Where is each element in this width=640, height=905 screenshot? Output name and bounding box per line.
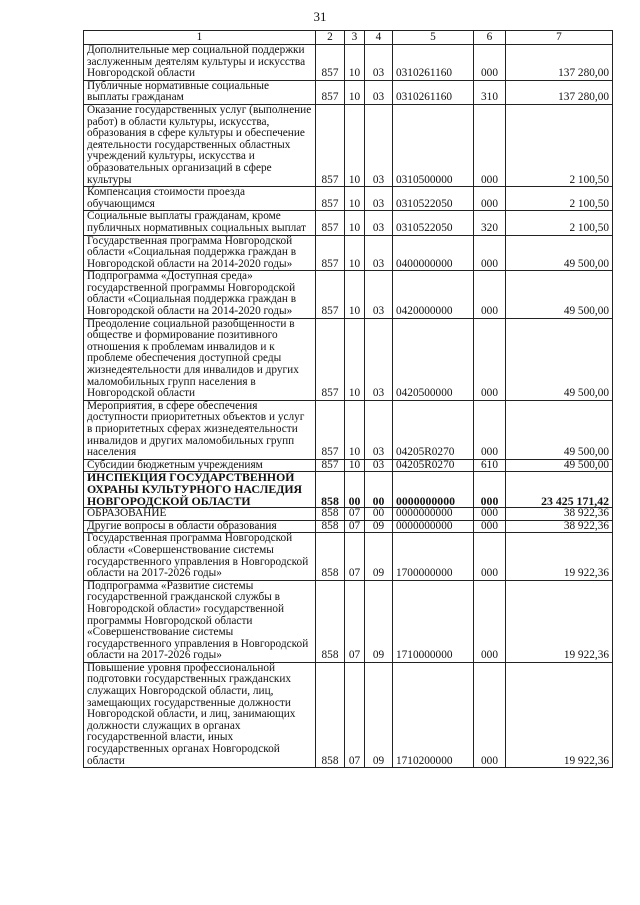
row-target-article-cell: 04205R0270 (393, 459, 474, 472)
column-header: 6 (474, 31, 506, 45)
row-expense-type-cell: 000 (474, 318, 506, 400)
row-name-cell: Субсидии бюджетным учреждениям (84, 459, 316, 472)
row-target-article-cell: 0000000000 (393, 520, 474, 533)
row-section-cell: 07 (345, 508, 365, 521)
row-target-article-cell: 0310500000 (393, 104, 474, 186)
table-row (84, 400, 613, 459)
row-name-cell: Социальные выплаты гражданам, кроме публичных нормативных социальных выплат (84, 211, 316, 235)
row-amount-cell: 19 922,36 (506, 533, 613, 580)
row-amount-cell: 2 100,50 (506, 211, 613, 235)
row-name-cell: Государственная программа Новгородской области «Совершенствование системы государственного управления в Новгородской области на 2017-2026 годы» (84, 533, 316, 580)
row-target-article-cell: 1700000000 (393, 533, 474, 580)
row-expense-type-cell: 000 (474, 533, 506, 580)
row-target-article-cell: 0420500000 (393, 318, 474, 400)
row-target-article-cell: 0310261160 (393, 80, 474, 104)
row-amount-cell: 19 922,36 (506, 580, 613, 662)
row-amount-cell: 49 500,00 (506, 271, 613, 318)
row-code-cell: 858 (316, 520, 345, 533)
row-target-article-cell: 04205R0270 (393, 400, 474, 459)
row-name-cell: Дополнительные мер социальной поддержки заслуженным деятелям культуры и искусства Новгородской области (84, 45, 316, 81)
row-target-article-cell: 0420000000 (393, 271, 474, 318)
row-target-article-cell: 0000000000 (393, 508, 474, 521)
row-code-cell: 857 (316, 400, 345, 459)
row-section-cell: 00 (345, 472, 365, 508)
row-name-cell: Государственная программа Новгородской области «Социальная поддержка граждан в Новгородской области на 2014-2020 годы» (84, 235, 316, 271)
row-amount-cell: 137 280,00 (506, 45, 613, 81)
table-row (84, 533, 613, 580)
row-name-cell: Подпрограмма «Развитие системы государственной гражданской службы в Новгородской области» государственной программы Новгородской области «Совершенствование системы государственного управления в Новгородской области на 2017-2026 годы» (84, 580, 316, 662)
row-expense-type-cell: 000 (474, 271, 506, 318)
row-code-cell: 857 (316, 104, 345, 186)
table-row (84, 580, 613, 662)
row-target-article-cell: 0000000000 (393, 472, 474, 508)
row-subsection-cell: 03 (365, 271, 393, 318)
row-target-article-cell: 0310261160 (393, 45, 474, 81)
row-amount-cell: 49 500,00 (506, 235, 613, 271)
row-section-cell: 07 (345, 533, 365, 580)
table-row (84, 520, 613, 533)
row-subsection-cell: 09 (365, 520, 393, 533)
row-name-cell: ОБРАЗОВАНИЕ (84, 508, 316, 521)
row-target-article-cell: 0400000000 (393, 235, 474, 271)
column-header: 1 (84, 31, 316, 45)
row-expense-type-cell: 000 (474, 520, 506, 533)
row-subsection-cell: 03 (365, 211, 393, 235)
row-section-cell: 10 (345, 187, 365, 211)
row-section-cell: 10 (345, 271, 365, 318)
row-amount-cell: 2 100,50 (506, 104, 613, 186)
budget-table (83, 30, 613, 768)
row-subsection-cell: 03 (365, 459, 393, 472)
row-code-cell: 858 (316, 508, 345, 521)
row-expense-type-cell: 000 (474, 104, 506, 186)
row-target-article-cell: 0310522050 (393, 187, 474, 211)
row-target-article-cell: 1710200000 (393, 662, 474, 767)
row-section-cell: 10 (345, 80, 365, 104)
row-subsection-cell: 03 (365, 318, 393, 400)
table-row (84, 235, 613, 271)
column-header: 3 (345, 31, 365, 45)
row-subsection-cell: 09 (365, 533, 393, 580)
row-amount-cell: 19 922,36 (506, 662, 613, 767)
row-amount-cell: 38 922,36 (506, 520, 613, 533)
row-amount-cell: 49 500,00 (506, 459, 613, 472)
row-code-cell: 858 (316, 580, 345, 662)
row-code-cell: 858 (316, 533, 345, 580)
row-name-cell: ИНСПЕКЦИЯ ГОСУДАРСТВЕННОЙ ОХРАНЫ КУЛЬТУРНОГО НАСЛЕДИЯ НОВГОРОДСКОЙ ОБЛАСТИ (84, 472, 316, 508)
row-subsection-cell: 03 (365, 45, 393, 81)
row-name-cell: Оказание государственных услуг (выполнение работ) в области культуры, искусства, образования в сфере культуры и обеспечение деятельности государственных областных учреждений культуры, искусства и образовательных организаций в сфере культуры (84, 104, 316, 186)
row-amount-cell: 49 500,00 (506, 318, 613, 400)
row-subsection-cell: 03 (365, 187, 393, 211)
row-section-cell: 10 (345, 318, 365, 400)
row-amount-cell: 38 922,36 (506, 508, 613, 521)
row-expense-type-cell: 000 (474, 662, 506, 767)
row-name-cell: Преодоление социальной разобщенности в обществе и формирование позитивного отношения к проблемам инвалидов и к проблеме обеспечения доступной среды жизнедеятельности для инвалидов и других маломобильных групп населения в Новгородской области (84, 318, 316, 400)
column-header: 7 (506, 31, 613, 45)
row-code-cell: 857 (316, 45, 345, 81)
row-code-cell: 857 (316, 271, 345, 318)
table-row (84, 318, 613, 400)
row-target-article-cell: 1710000000 (393, 580, 474, 662)
row-expense-type-cell: 610 (474, 459, 506, 472)
row-expense-type-cell: 310 (474, 80, 506, 104)
table-row (84, 211, 613, 235)
row-expense-type-cell: 000 (474, 400, 506, 459)
row-name-cell: Другие вопросы в области образования (84, 520, 316, 533)
column-header: 4 (365, 31, 393, 45)
row-code-cell: 857 (316, 235, 345, 271)
row-subsection-cell: 03 (365, 235, 393, 271)
row-expense-type-cell: 000 (474, 472, 506, 508)
row-target-article-cell: 0310522050 (393, 211, 474, 235)
row-name-cell: Повышение уровня профессиональной подготовки государственных гражданских служащих Новгородской области, лиц, замещающих государственные должности Новгородской области, и лиц, занимающих должности служащих в органах государственной власти, иных государственных органах Новгородской области (84, 662, 316, 767)
row-section-cell: 10 (345, 45, 365, 81)
table-row (84, 508, 613, 521)
table-row (84, 187, 613, 211)
table-row (84, 662, 613, 767)
row-amount-cell: 23 425 171,42 (506, 472, 613, 508)
page-number: 31 (313, 9, 327, 24)
row-section-cell: 10 (345, 211, 365, 235)
row-expense-type-cell: 320 (474, 211, 506, 235)
row-name-cell: Подпрограмма «Доступная среда» государственной программы Новгородской области «Социальная поддержка граждан в Новгородской области на 2014-2020 годы» (84, 271, 316, 318)
header-row (84, 31, 613, 45)
row-code-cell: 857 (316, 459, 345, 472)
row-name-cell: Компенсация стоимости проезда обучающимся (84, 187, 316, 211)
row-code-cell: 858 (316, 662, 345, 767)
row-subsection-cell: 00 (365, 472, 393, 508)
row-subsection-cell: 03 (365, 400, 393, 459)
row-expense-type-cell: 000 (474, 45, 506, 81)
row-subsection-cell: 00 (365, 508, 393, 521)
column-header: 2 (316, 31, 345, 45)
row-name-cell: Публичные нормативные социальные выплаты гражданам (84, 80, 316, 104)
table-row (84, 104, 613, 186)
row-expense-type-cell: 000 (474, 235, 506, 271)
row-section-cell: 07 (345, 662, 365, 767)
table-row (84, 80, 613, 104)
row-amount-cell: 2 100,50 (506, 187, 613, 211)
row-section-cell: 10 (345, 235, 365, 271)
column-header: 5 (393, 31, 474, 45)
row-section-cell: 10 (345, 459, 365, 472)
row-subsection-cell: 03 (365, 104, 393, 186)
row-expense-type-cell: 000 (474, 580, 506, 662)
row-code-cell: 858 (316, 472, 345, 508)
table-row (84, 472, 613, 508)
table-row (84, 45, 613, 81)
row-code-cell: 857 (316, 318, 345, 400)
row-expense-type-cell: 000 (474, 508, 506, 521)
row-section-cell: 10 (345, 400, 365, 459)
row-subsection-cell: 03 (365, 80, 393, 104)
row-amount-cell: 49 500,00 (506, 400, 613, 459)
row-code-cell: 857 (316, 211, 345, 235)
row-subsection-cell: 09 (365, 580, 393, 662)
row-code-cell: 857 (316, 80, 345, 104)
row-code-cell: 857 (316, 187, 345, 211)
row-name-cell: Мероприятия, в сфере обеспечения доступности приоритетных объектов и услуг в приоритетных сферах жизнедеятельности инвалидов и других маломобильных групп населения (84, 400, 316, 459)
row-subsection-cell: 09 (365, 662, 393, 767)
row-section-cell: 10 (345, 104, 365, 186)
table-row (84, 271, 613, 318)
row-section-cell: 07 (345, 520, 365, 533)
row-section-cell: 07 (345, 580, 365, 662)
row-expense-type-cell: 000 (474, 187, 506, 211)
row-amount-cell: 137 280,00 (506, 80, 613, 104)
